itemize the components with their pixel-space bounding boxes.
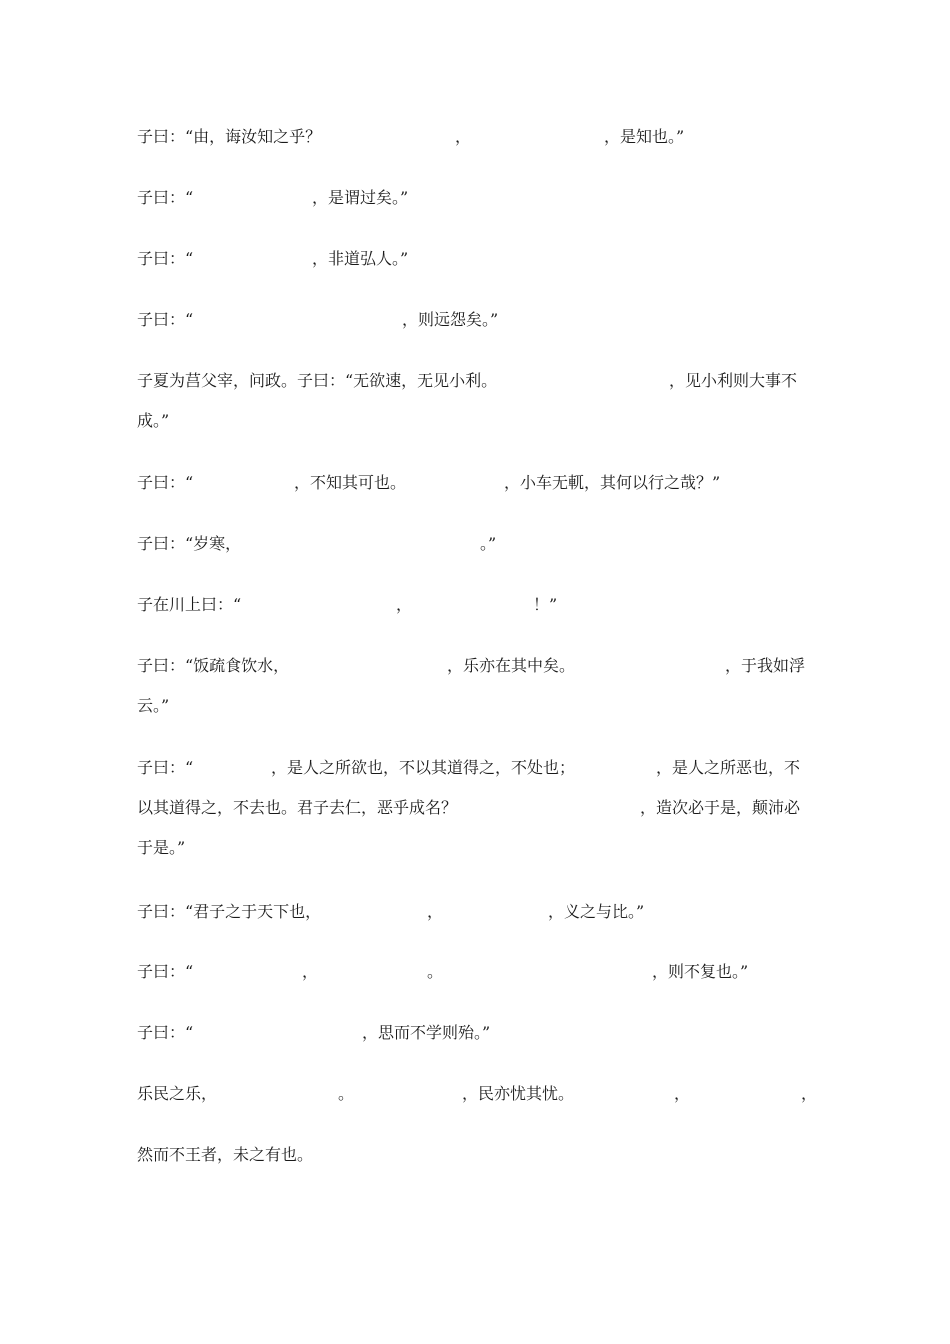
text-segment: ，见小利则大事不 xyxy=(669,371,798,390)
text-segment: 成。” xyxy=(137,411,170,430)
text-segment: 子曰：“ xyxy=(137,249,194,268)
text-segment: ， xyxy=(801,1084,818,1103)
text-segment: 子曰：“ xyxy=(137,962,194,981)
text-segment: 云。” xyxy=(137,696,170,715)
text-segment: ，思而不学则殆。” xyxy=(362,1023,491,1042)
text-segment: 子曰：“ xyxy=(137,758,194,777)
text-segment: 子曰：“ xyxy=(137,473,194,492)
text-segment: 子曰：“饭疏食饮水， xyxy=(137,656,290,675)
text-segment: ，则远怨矣。” xyxy=(402,310,499,329)
text-segment: ，于我如浮 xyxy=(725,656,806,675)
text-segment: 子夏为莒父宰，问政。子曰：“无欲速，无见小利。 xyxy=(137,371,498,390)
text-segment: ，是人之所欲也，不以其道得之，不处也； xyxy=(271,758,576,777)
text-segment: ， xyxy=(674,1084,691,1103)
text-segment: ，非道弘人。” xyxy=(312,249,409,268)
text-segment: ，乐亦在其中矣。 xyxy=(447,656,576,675)
text-segment: ， xyxy=(455,127,472,146)
text-segment: ，民亦忧其忧。 xyxy=(462,1084,575,1103)
text-segment: ， xyxy=(302,962,319,981)
text-segment: ，小车无軏，其何以行之哉？” xyxy=(504,473,721,492)
text-segment: ，是知也。” xyxy=(604,127,685,146)
text-segment: 以其道得之，不去也。君子去仁，恶乎成名？ xyxy=(137,798,458,817)
text-segment: ，是谓过矣。” xyxy=(312,188,409,207)
text-segment: ，义之与比。” xyxy=(548,902,645,921)
text-segment: 乐民之乐， xyxy=(137,1084,218,1103)
text-segment: 子在川上曰：“ xyxy=(137,595,242,614)
text-segment: ， xyxy=(427,902,444,921)
text-segment: 子曰：“君子之于天下也， xyxy=(137,902,322,921)
text-segment: ，造次必于是，颠沛必 xyxy=(640,798,801,817)
text-segment: ，则不复也。” xyxy=(652,962,749,981)
text-segment: 子曰：“ xyxy=(137,310,194,329)
text-segment: 子曰：“ xyxy=(137,188,194,207)
text-segment: 。 xyxy=(338,1084,355,1103)
text-segment: 于是。” xyxy=(137,838,186,857)
text-segment: 。” xyxy=(480,534,497,553)
text-segment: ， xyxy=(396,595,413,614)
text-segment: ，是人之所恶也，不 xyxy=(656,758,801,777)
text-segment: 子曰：“ xyxy=(137,1023,194,1042)
text-segment: ，不知其可也。 xyxy=(294,473,407,492)
text-segment: 。 xyxy=(427,962,444,981)
text-segment: 子曰：“由，诲汝知之乎？ xyxy=(137,127,322,146)
text-segment: 然而不王者，未之有也。 xyxy=(137,1145,314,1164)
text-segment: ！” xyxy=(533,595,558,614)
text-segment: 子曰：“岁寒， xyxy=(137,534,242,553)
